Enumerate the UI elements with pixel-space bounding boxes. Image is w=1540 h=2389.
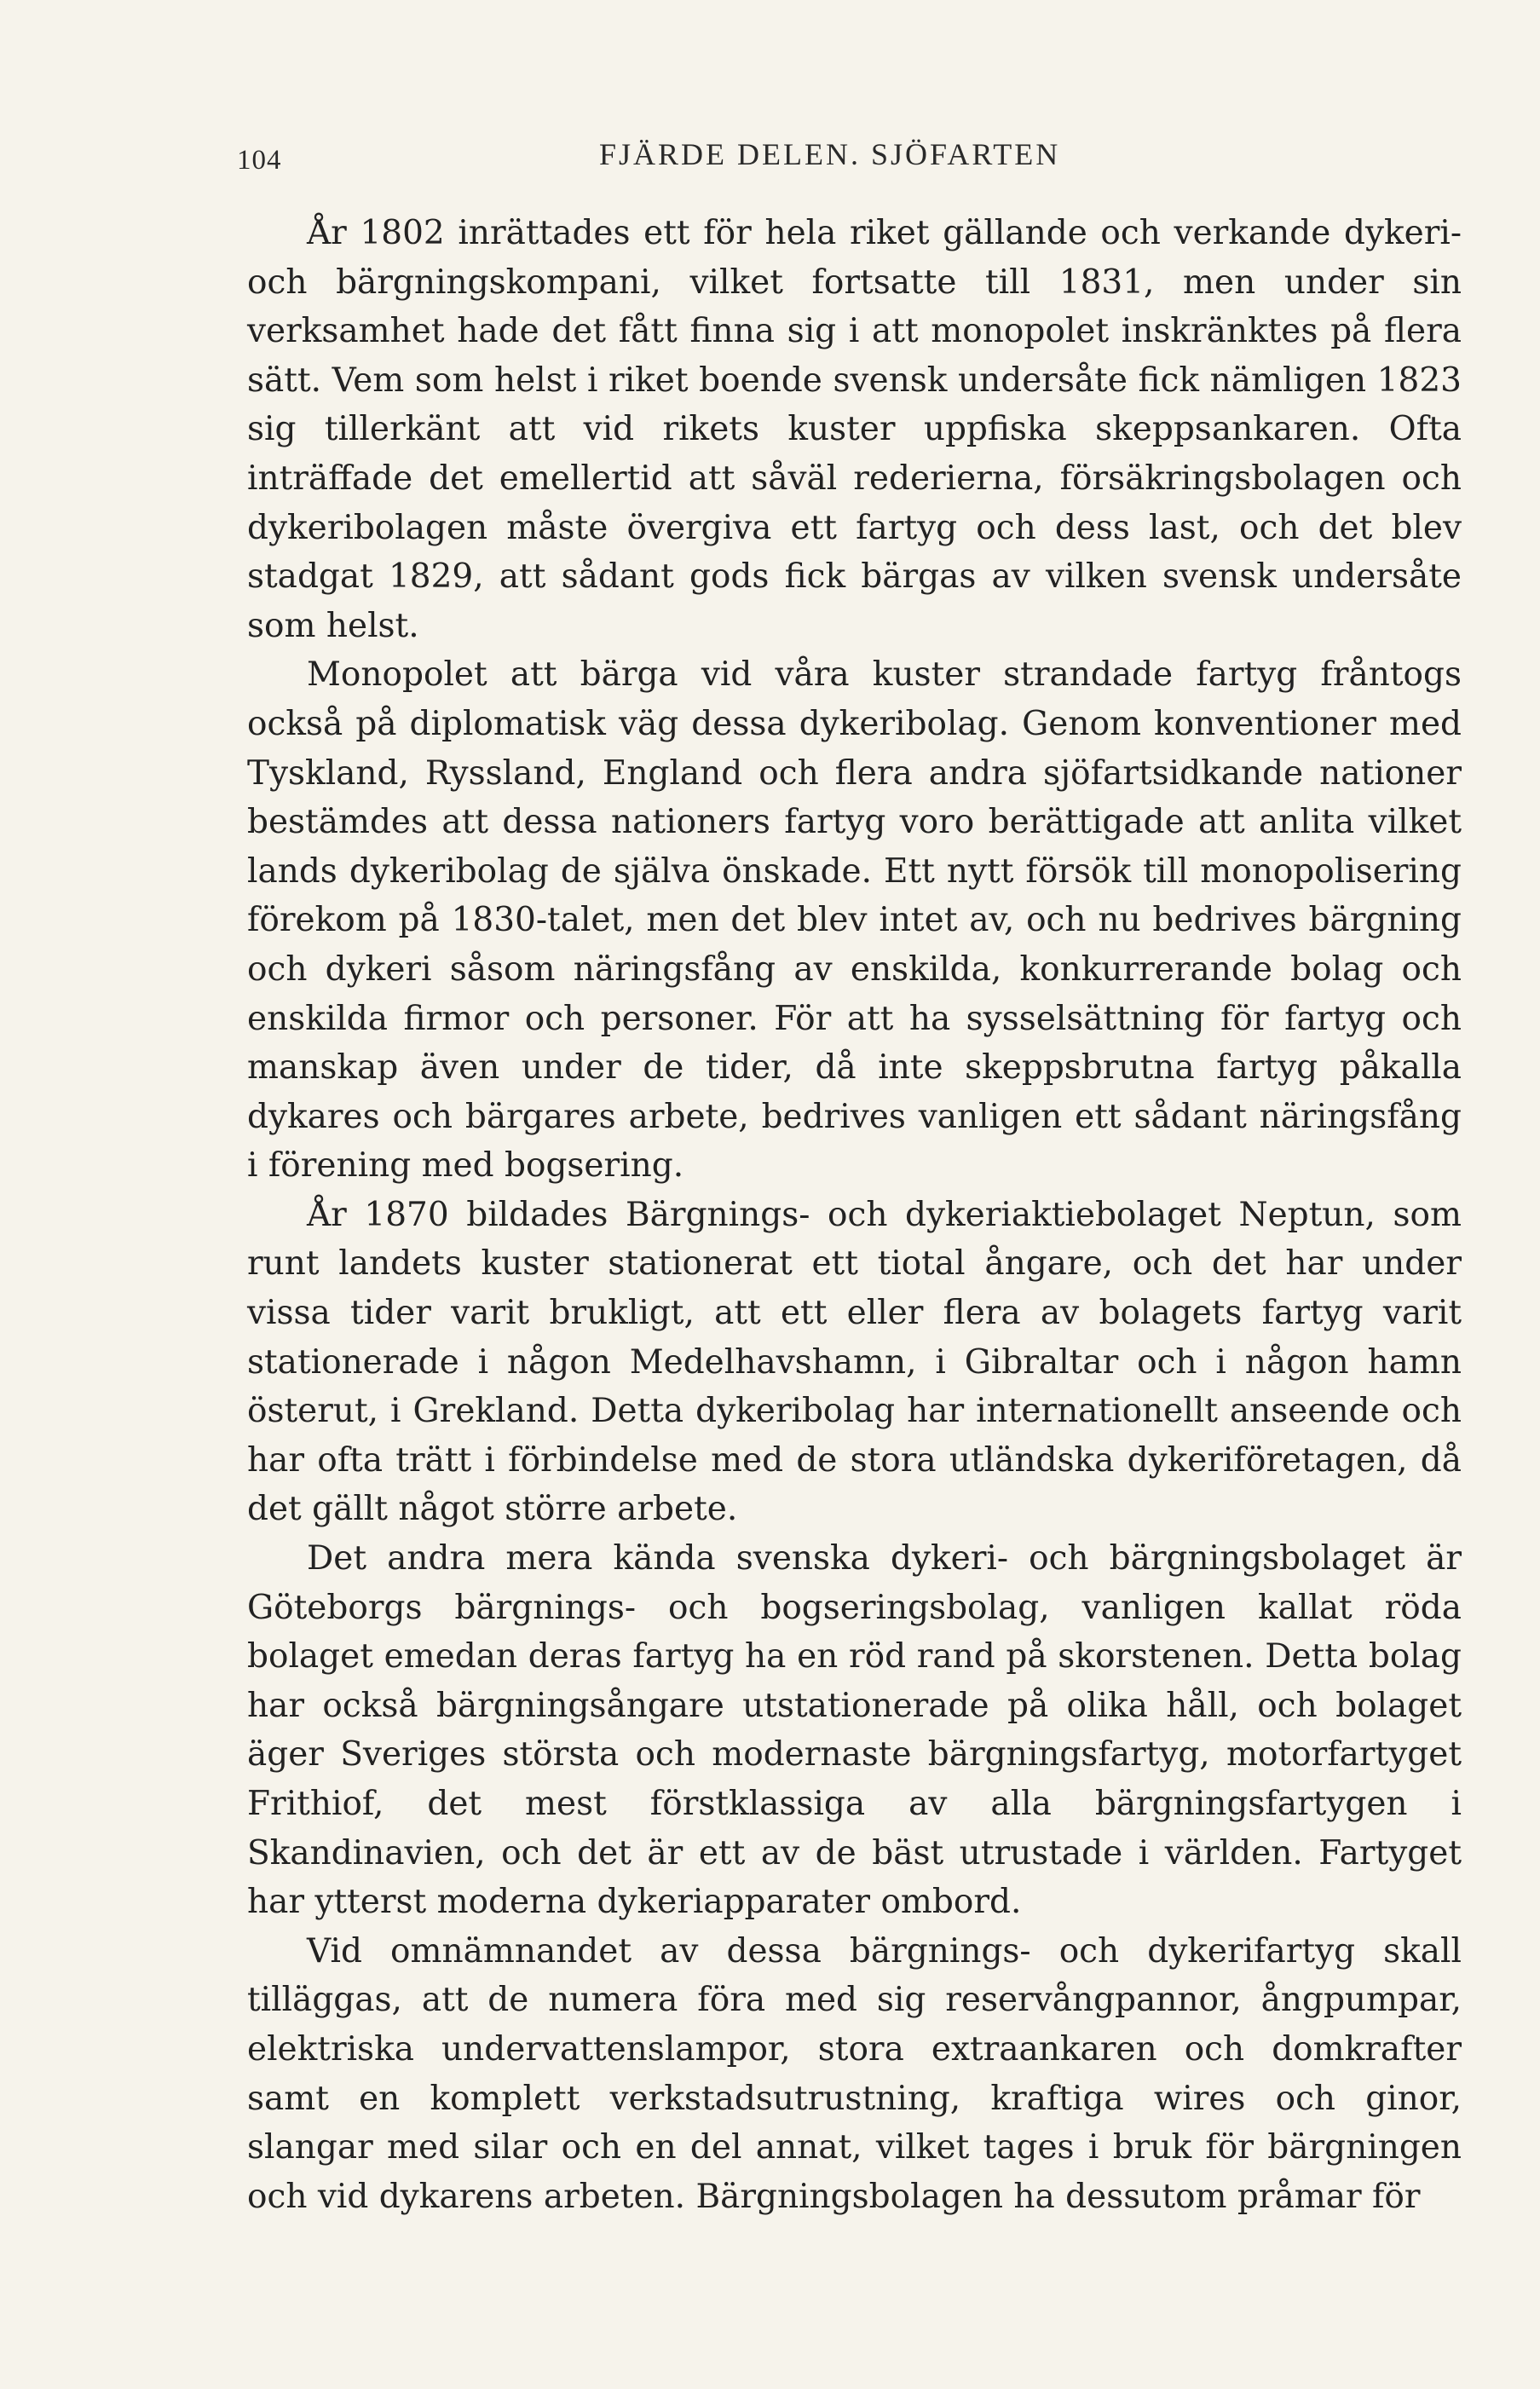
paragraph: Det andra mera kända svenska dykeri- och bärgningsbolaget är Göteborgs bärgnings- och bogseringsbolag, vanligen kallat röda bolaget emedan deras fartyg ha en röd rand på skorstenen. Detta bolag har också bärgningsångare utstationerade på olika håll, och bolaget äger Sveriges största och modernaste bärgningsfartyg, motorfartyget Frithiof, det mest förstklassiga av alla bärgningsfartygen i Skandinavien, och det är ett av de bäst utrustade i världen. Fartyget har ytterst moderna dykeriapparater ombord.	[247, 1539, 1462, 1922]
paragraph: Monopolet att bärga vid våra kuster strandade fartyg fråntogs också på diplomatisk väg dessa dykeribolag. Genom konventioner med Tyskland, Ryssland, England och flera andra sjöfartsidkande nationer bestämdes att dessa nationers fartyg voro berättigade att anlita vilket lands dykeribolag de själva önskade. Ett nytt försök till monopolisering förekom på 1830-talet, men det blev intet av, och nu bedrives bärgning och dykeri såsom näringsfång av enskilda, konkurrerande bolag och enskilda firmor och personer. För att ha sysselsättning för fartyg och manskap även under de tider, då inte skeppsbrutna fartyg påkalla dykares och bärgares arbete, bedrives vanligen ett sådant näringsfång i förening med bogsering.	[247, 655, 1462, 1186]
paragraph: År 1870 bildades Bärgnings- och dykeriaktiebolaget Neptun, som runt landets kuster stationerat ett tiotal ångare, och det har under vissa tider varit brukligt, att ett eller flera av bolagets fartyg varit stationerade i någon Medelhavshamn, i Gibraltar och i någon hamn österut, i Grekland. Detta dykeribolag har internationellt anseende och har ofta trätt i förbindelse med de stora utländska dykeriföretagen, då det gällt något större arbete.	[247, 1195, 1462, 1529]
page-number: 104	[237, 145, 282, 176]
running-head	[237, 136, 1456, 188]
paragraph: År 1802 inrättades ett för hela riket gällande och verkande dykeri- och bärgningskompani, vilket fortsatte till 1831, men under sin verksamhet hade det fått finna sig i att monopolet inskränktes på flera sätt. Vem som helst i riket boende svensk undersåte fick nämligen 1823 sig tillerkänt att vid rikets kuster uppfiska skeppsankaren. Ofta inträffade det emellertid att såväl rederierna, försäkringsbolagen och dykeribolagen måste övergiva ett fartyg och dess last, och det blev stadgat 1829, att sådant gods fick bärgas av vilken svensk undersåte som helst.	[247, 214, 1462, 645]
body-text	[247, 209, 1462, 2221]
running-title: FJÄRDE DELEN. SJÖFARTEN	[599, 137, 1061, 171]
paragraph: Vid omnämnandet av dessa bärgnings- och dykerifartyg skall tilläggas, att de numera föra med sig reservångpannor, ångpumpar, elektriska undervattenslampor, stora extraankaren och domkrafter samt en komplett verkstadsutrustning, kraftiga wires och ginor, slangar med silar och en del annat, vilket tages i bruk för bärgningen och vid dykarens arbeten. Bärgningsbolagen ha dessutom pråmar för	[247, 1931, 1462, 2216]
